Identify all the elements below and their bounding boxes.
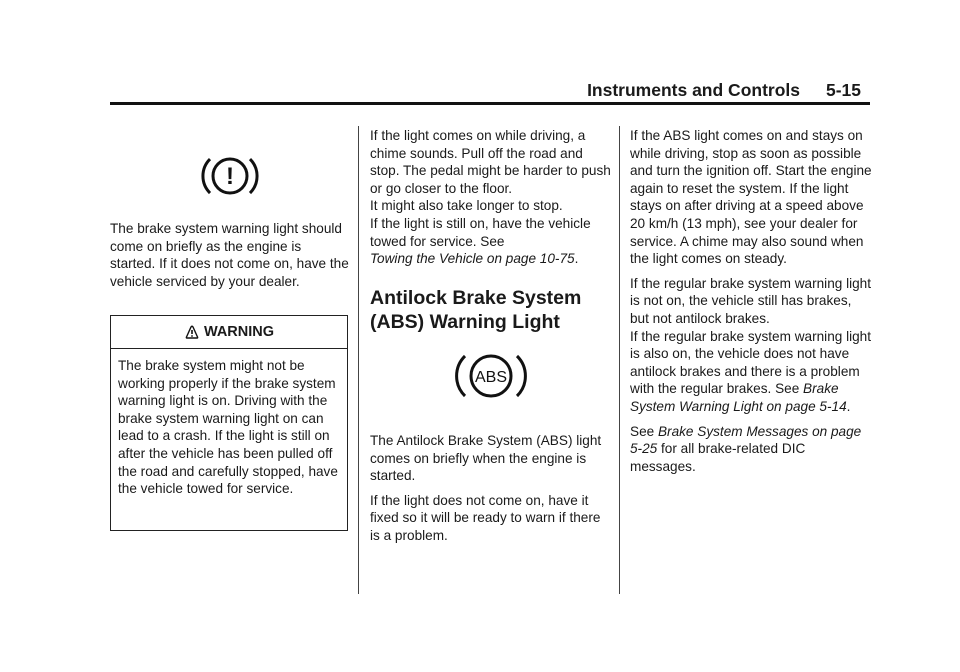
paragraph: If the regular brake system warning light is not on, the vehicle still has brakes, but not antilock brakes. (630, 275, 872, 326)
brake-warning-icon (200, 153, 260, 199)
abs-warning-icon (455, 350, 527, 402)
column-divider (619, 126, 620, 594)
punctuation: . (846, 398, 851, 414)
paragraph (630, 328, 872, 416)
header-rule (110, 102, 870, 105)
abs-icon-label: ABS (474, 369, 508, 386)
cross-reference-link[interactable]: Towing the Vehicle on page 10-75 (370, 251, 575, 267)
cross-reference-link[interactable]: Brake System Warning Light on page 5-14 (630, 381, 847, 414)
page-number: 5-15 (826, 80, 862, 100)
paragraph: If the light comes on while driving, a chime sounds. Pull off the road and stop. The pedal might be harder to push or go closer to the floor. (370, 128, 611, 196)
punctuation: . (574, 251, 579, 267)
warning-label: WARNING (203, 324, 275, 340)
section-heading: Antilock Brake System (ABS) Warning Light (370, 286, 582, 333)
column-3 (630, 127, 872, 482)
column-2-lower (370, 432, 612, 552)
brake-light-intro: The brake system warning light should come on briefly as the engine is started. If it does not come on, have the vehicle serviced by your dealer. (110, 221, 349, 289)
warning-header (111, 316, 347, 349)
paragraph (630, 423, 872, 476)
brake-icon-glyph: ! (226, 163, 234, 190)
warning-body: The brake system might not be working properly if the brake system warning light is on. Driving with the brake system warning light on can lead to a crash. If the light is still on after the vehicle has been pulled off the road and carefully stopped, have the vehicle towed for service. (118, 358, 338, 497)
paragraph: If the ABS light comes on and stays on while driving, stop as soon as possible and turn the ignition off. Start the engine again to reset the system. If the light stays on after driving at a speed above 20 km/h (13 mph), see your dealer for service. A chime may also sound when the light comes on steady. (630, 128, 872, 267)
paragraph-text: If the regular brake system warning light is also on, the vehicle does not have antilock brakes and there is a problem with the regular brakes. See (630, 328, 872, 397)
paragraph: It might also take longer to stop. (370, 198, 563, 214)
column-divider (358, 126, 359, 594)
warning-triangle-icon (184, 324, 200, 340)
paragraph-text: See (630, 423, 655, 439)
paragraph: If the light does not come on, have it fixed so it will be ready to warn if there is a problem. (370, 492, 601, 543)
paragraph-text: If the light is still on, have the vehicle towed for service. See (370, 215, 591, 249)
cross-reference-link[interactable]: Brake System Messages on page 5-25 (630, 423, 862, 457)
paragraph (370, 215, 612, 268)
warning-box (110, 315, 348, 531)
column-2 (370, 127, 612, 356)
section-title: Instruments and Controls (587, 80, 800, 100)
paragraph-text: for all brake-related DIC messages. (630, 441, 806, 474)
paragraph: The Antilock Brake System (ABS) light comes on briefly when the engine is started. (370, 433, 602, 484)
column-1 (110, 220, 350, 297)
